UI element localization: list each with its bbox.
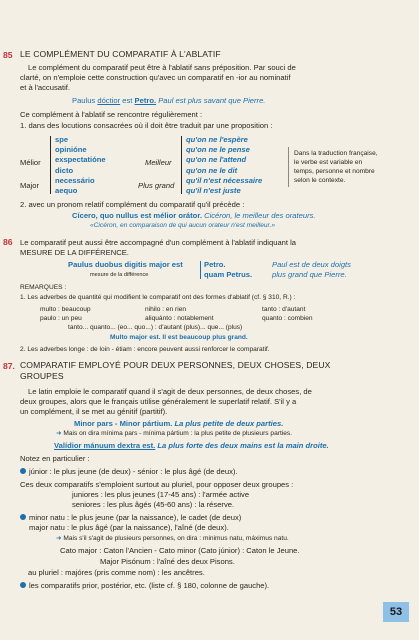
paragraph-line: Ces deux comparatifs s'emploient surtout au pluriel, pour opposer deux groupes :	[20, 480, 294, 489]
brace-right	[181, 136, 182, 194]
translation: qu'on ne l'attend	[186, 155, 247, 164]
remarks-title: REMARQUES :	[20, 284, 67, 291]
paragraph-line: Cato major : Caton l'Ancien - Cato minor (Cato júnior) : Caton le Jeune.	[60, 546, 300, 555]
remark: 1. Les adverbes de quantité qui modifient le comparatif ont des formes d'ablatif (cf. § 310, R.) :	[20, 294, 296, 301]
bullet-item: júnior : le plus jeune (de deux) - sénior : le plus âgé (de deux).	[20, 467, 238, 476]
latin-word: dicto	[55, 166, 74, 175]
latin-example: Paulus dóctior est Petro. Paul est plus savant que Pierre.	[72, 96, 266, 105]
paragraph-line: Major Pisónum : l'aîné des deux Pisons.	[100, 557, 235, 566]
annotation: mesure de la différence	[90, 272, 149, 278]
paragraph-line: au pluriel : majóres (pris comme nom) : les ancêtres.	[28, 568, 205, 577]
example-note: «Cicéron, en comparaison de qui aucun orateur n'est meilleur.»	[90, 222, 276, 229]
adverb: multo : beaucoup	[40, 306, 91, 313]
latin-word: exspectatióne	[55, 155, 106, 164]
section-heading: GROUPES	[20, 371, 64, 381]
adverb: tanto : d'autant	[262, 306, 306, 313]
bullet-icon	[20, 514, 26, 520]
paragraph-line: MESURE DE LA DIFFÉRENCE.	[20, 248, 129, 257]
latin-word: aequo	[55, 186, 78, 195]
latin-example: Multo major est. Il est beaucoup plus grand.	[110, 334, 248, 341]
translation: qu'on ne le pense	[186, 145, 250, 154]
translation: plus grand que Pierre.	[272, 270, 347, 279]
section-heading: COMPARATIF EMPLOYÉ POUR DEUX PERSONNES, DEUX CHOSES, DEUX	[20, 360, 331, 370]
section-number: 87.	[3, 361, 15, 371]
bullet-item: les comparatifs prior, postérior, etc. (liste cf. § 180, colonne de gauche).	[20, 581, 269, 590]
paragraph-line: juniores : les plus jeunes (17-45 ans) : l'armée active	[72, 490, 250, 499]
section-number: 86	[3, 237, 13, 247]
adverb: tanto... quanto... (eo... quo...) : d'autant (plus)... que... (plus)	[68, 324, 243, 331]
paragraph-line: Le complément du comparatif peut être à l'ablatif sans préposition. Par souci de	[28, 63, 296, 72]
paragraph-line: un complément, il se met au génitif (partitif).	[20, 407, 168, 416]
latin-example: Cícero, quo nullus est mélior orátor. Cicéron, le meilleur des orateurs.	[72, 211, 316, 220]
latin-example: Valídior mánuum dextra est. La plus forte des deux mains est la main droite.	[54, 441, 329, 450]
latin-example: quam Petrus.	[204, 270, 253, 279]
page-number: 53	[383, 602, 409, 622]
side-note: selon le contexte.	[294, 177, 346, 184]
brace-left	[50, 136, 51, 194]
side-note: temps, personne et nombre	[294, 168, 375, 175]
row-label: Meilleur	[145, 158, 172, 167]
latin-example: Minor pars - Minor pártium. La plus petite de deux parties.	[74, 419, 284, 428]
section-number: 85	[3, 50, 13, 60]
translation: qu'il n'est nécessaire	[186, 176, 263, 185]
paragraph-line: Notez en particulier :	[20, 454, 90, 463]
row-label: Mélior	[20, 158, 41, 167]
note-rule	[288, 147, 289, 187]
paragraph-line: Le comparatif peut aussi être accompagné d'un complément à l'ablatif indiquant la	[20, 238, 297, 247]
latin-example: Paulus duobus digitis major est	[68, 260, 183, 269]
adverb: paulo : un peu	[40, 315, 82, 322]
paragraph-line: 2. avec un pronom relatif complément du comparatif qu'il précède :	[20, 200, 245, 209]
paragraph-line: clarté, on n'emploie cette construction qu'avec un comparatif en -ior au nominatif	[20, 73, 291, 82]
paragraph-line: et à l'accusatif.	[20, 83, 70, 92]
paragraph-line: seniores : les plus âgés (45-60 ans) : la réserve.	[72, 500, 235, 509]
bullet-icon	[20, 582, 26, 588]
arrow-icon: ➜	[56, 430, 62, 437]
paragraph-line: Ce complément à l'ablatif se rencontre régulièrement :	[20, 110, 203, 119]
remark: 2. Les adverbes longe : de loin - étiam : encore peuvent aussi renforcer le comparatif.	[20, 346, 270, 353]
example-note: ➜ Mais s'il s'agit de plusieurs personnes, on dira : minimus natu, máximus natu.	[56, 535, 289, 542]
bullet-item: minor natu : le plus jeune (par la naissance), le cadet (de deux)	[20, 513, 241, 522]
translation: qu'on ne le dit	[186, 166, 238, 175]
row-label: Plus grand	[138, 181, 175, 190]
paragraph-line: major natu : le plus âgé (par la naissance), l'aîné (de deux).	[29, 523, 229, 532]
translation: Paul est de deux doigts	[272, 260, 351, 269]
latin-word: opinióne	[55, 145, 87, 154]
paragraph-line: 1. dans des locutions consacrées où il doit être traduit par une proposition :	[20, 121, 273, 130]
row-label: Major	[20, 181, 39, 190]
paragraph-line: Le latin emploie le comparatif quand il s'agit de deux personnes, de deux choses, de	[28, 387, 312, 396]
adverb: quanto : combien	[262, 315, 313, 322]
bullet-icon	[20, 468, 26, 474]
translation: qu'on ne l'espère	[186, 135, 248, 144]
adverb: nihilo : en rien	[145, 306, 187, 313]
arrow-icon: ➜	[56, 535, 62, 542]
latin-example: Petro.	[204, 260, 226, 269]
example-note: ➜ Mais on dira mínima pars - mínima pártium : la plus petite de plusieurs parties.	[56, 430, 293, 437]
paragraph-line: deux groupes, alors que le français utilise généralement le superlatif relatif. S'il y a	[20, 397, 297, 406]
side-note: Dans la traduction française,	[294, 150, 378, 157]
brace	[200, 261, 201, 279]
side-note: le verbe est variable en	[294, 159, 363, 166]
latin-word: spe	[55, 135, 69, 144]
adverb: aliquánto : notablement	[145, 315, 214, 322]
section-heading: LE COMPLÉMENT DU COMPARATIF À L'ABLATIF	[20, 49, 221, 59]
translation: qu'il n'est juste	[186, 186, 241, 195]
latin-word: necessário	[55, 176, 95, 185]
